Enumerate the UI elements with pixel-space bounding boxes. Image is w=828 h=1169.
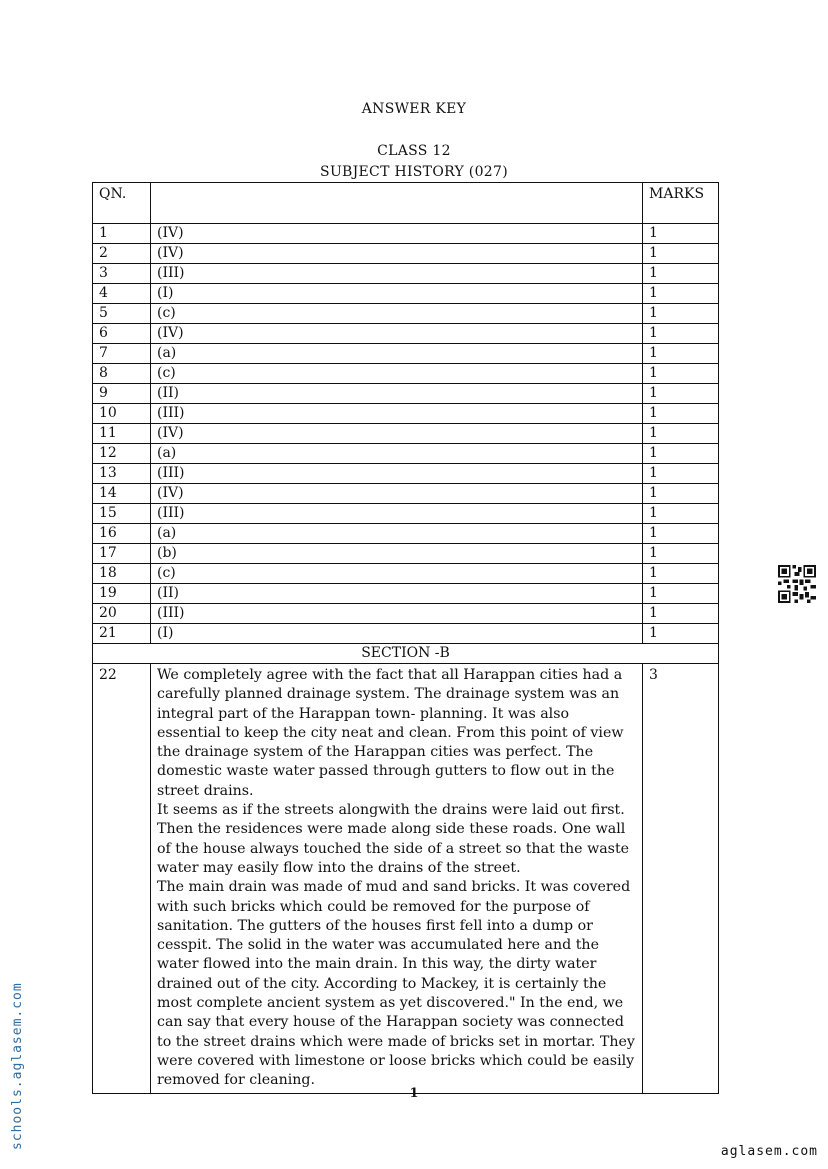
table-row xyxy=(93,344,719,364)
side-watermark[interactable]: schools.aglasem.com xyxy=(10,982,25,1150)
marks-cell: 1 xyxy=(643,464,719,484)
answer-paragraph: It seems as if the streets alongwith the drains were laid out first. Then the residences were made along side these roads. One wall of the house always touched the side of a street so that the waste water may easily flow into the drains of the street. xyxy=(157,802,630,876)
qn-cell: 4 xyxy=(93,284,151,304)
class-line: CLASS 12 xyxy=(377,143,451,159)
marks-cell: 1 xyxy=(643,244,719,264)
qn-cell: 6 xyxy=(93,324,151,344)
table-row xyxy=(93,264,719,284)
qn-cell: 11 xyxy=(93,424,151,444)
marks-cell: 1 xyxy=(643,264,719,284)
table-row-q22 xyxy=(93,664,719,1094)
answer-cell: (III) xyxy=(151,264,643,284)
table-row xyxy=(93,324,719,344)
answer-cell: (a) xyxy=(151,444,643,464)
answer-cell-q22 xyxy=(151,664,643,1094)
answer-cell: (II) xyxy=(151,584,643,604)
qn-cell: 17 xyxy=(93,544,151,564)
marks-cell: 3 xyxy=(643,664,719,1094)
qn-cell: 21 xyxy=(93,624,151,644)
marks-cell: 1 xyxy=(643,584,719,604)
table-row xyxy=(93,384,719,404)
marks-cell: 1 xyxy=(643,424,719,444)
qn-cell: 14 xyxy=(93,484,151,504)
qn-cell: 10 xyxy=(93,404,151,424)
table-row xyxy=(93,564,719,584)
marks-header: MARKS xyxy=(643,183,719,224)
qn-cell: 7 xyxy=(93,344,151,364)
table-row xyxy=(93,504,719,524)
table-header-row xyxy=(93,183,719,224)
table-row xyxy=(93,544,719,564)
qn-cell: 15 xyxy=(93,504,151,524)
marks-cell: 1 xyxy=(643,404,719,424)
marks-cell: 1 xyxy=(643,304,719,324)
marks-cell: 1 xyxy=(643,564,719,584)
section-b-heading: SECTION -B xyxy=(93,644,719,664)
table-row xyxy=(93,304,719,324)
answer-cell: (II) xyxy=(151,384,643,404)
table-row xyxy=(93,284,719,304)
answer-cell: (c) xyxy=(151,364,643,384)
answer-cell: (a) xyxy=(151,524,643,544)
answer-cell: (I) xyxy=(151,624,643,644)
answer-cell: (b) xyxy=(151,544,643,564)
qn-cell: 20 xyxy=(93,604,151,624)
subject-line: SUBJECT HISTORY (027) xyxy=(320,164,508,180)
qn-cell: 12 xyxy=(93,444,151,464)
answer-cell: (III) xyxy=(151,604,643,624)
qn-cell: 2 xyxy=(93,244,151,264)
marks-cell: 1 xyxy=(643,504,719,524)
marks-cell: 1 xyxy=(643,604,719,624)
qr-code-icon[interactable] xyxy=(778,565,816,603)
marks-cell: 1 xyxy=(643,484,719,504)
table-row xyxy=(93,464,719,484)
table-row xyxy=(93,404,719,424)
table-row xyxy=(93,424,719,444)
marks-cell: 1 xyxy=(643,364,719,384)
qn-cell: 22 xyxy=(93,664,151,1094)
table-row xyxy=(93,484,719,504)
answer-paragraph: The main drain was made of mud and sand bricks. It was covered with such bricks which could be removed for the purpose of sanitation. The gutters of the houses first fell into a dump or cesspit. The solid in the water was accumulated here and the water flowed into the main drain. In this way, the dirty water drained out of the city. According to Mackey, it is certainly the most complete ancient system as yet discovered." In the end, we can say that every house of the Harappan society was connected to the street drains which were made of bricks set in mortar. They were covered with limestone or loose bricks which could be easily removed for cleaning. xyxy=(157,879,635,1089)
page-number: 1 xyxy=(409,1086,419,1101)
marks-cell: 1 xyxy=(643,284,719,304)
table-row xyxy=(93,244,719,264)
table-row xyxy=(93,364,719,384)
corner-watermark[interactable]: aglasem.com xyxy=(720,1144,818,1159)
answer-cell: (IV) xyxy=(151,484,643,504)
qn-cell: 8 xyxy=(93,364,151,384)
marks-cell: 1 xyxy=(643,324,719,344)
marks-cell: 1 xyxy=(643,624,719,644)
qn-cell: 18 xyxy=(93,564,151,584)
answer-cell: (III) xyxy=(151,404,643,424)
qn-cell: 13 xyxy=(93,464,151,484)
answer-cell: (III) xyxy=(151,504,643,524)
qn-cell: 1 xyxy=(93,224,151,244)
table-row xyxy=(93,224,719,244)
marks-cell: 1 xyxy=(643,524,719,544)
answer-key-table xyxy=(92,182,719,1094)
table-row xyxy=(93,524,719,544)
qn-cell: 19 xyxy=(93,584,151,604)
qn-header: QN. xyxy=(93,183,151,224)
qn-cell: 9 xyxy=(93,384,151,404)
qn-cell: 16 xyxy=(93,524,151,544)
table-row xyxy=(93,624,719,644)
qn-cell: 3 xyxy=(93,264,151,284)
answer-cell: (a) xyxy=(151,344,643,364)
table-row xyxy=(93,584,719,604)
table-row xyxy=(93,444,719,464)
table-row xyxy=(93,604,719,624)
answer-cell: (c) xyxy=(151,304,643,324)
answer-cell: (I) xyxy=(151,284,643,304)
marks-cell: 1 xyxy=(643,444,719,464)
page-title: ANSWER KEY xyxy=(361,101,467,117)
answer-cell: (IV) xyxy=(151,224,643,244)
marks-cell: 1 xyxy=(643,344,719,364)
answer-cell: (IV) xyxy=(151,424,643,444)
answer-cell: (c) xyxy=(151,564,643,584)
section-b-row xyxy=(93,644,719,664)
answer-cell: (IV) xyxy=(151,324,643,344)
marks-cell: 1 xyxy=(643,544,719,564)
marks-cell: 1 xyxy=(643,224,719,244)
marks-cell: 1 xyxy=(643,384,719,404)
qn-cell: 5 xyxy=(93,304,151,324)
answer-header xyxy=(151,183,643,224)
answer-cell: (III) xyxy=(151,464,643,484)
answer-cell: (IV) xyxy=(151,244,643,264)
answer-paragraph: We completely agree with the fact that all Harappan cities had a carefully planned drainage system. The drainage system was an integral part of the Harappan town- planning. It was also essential to keep the city neat and clean. From this point of view the drainage system of the Harappan cities was perfect. The domestic waste water passed through gutters to flow out in the street drains. xyxy=(157,667,624,799)
